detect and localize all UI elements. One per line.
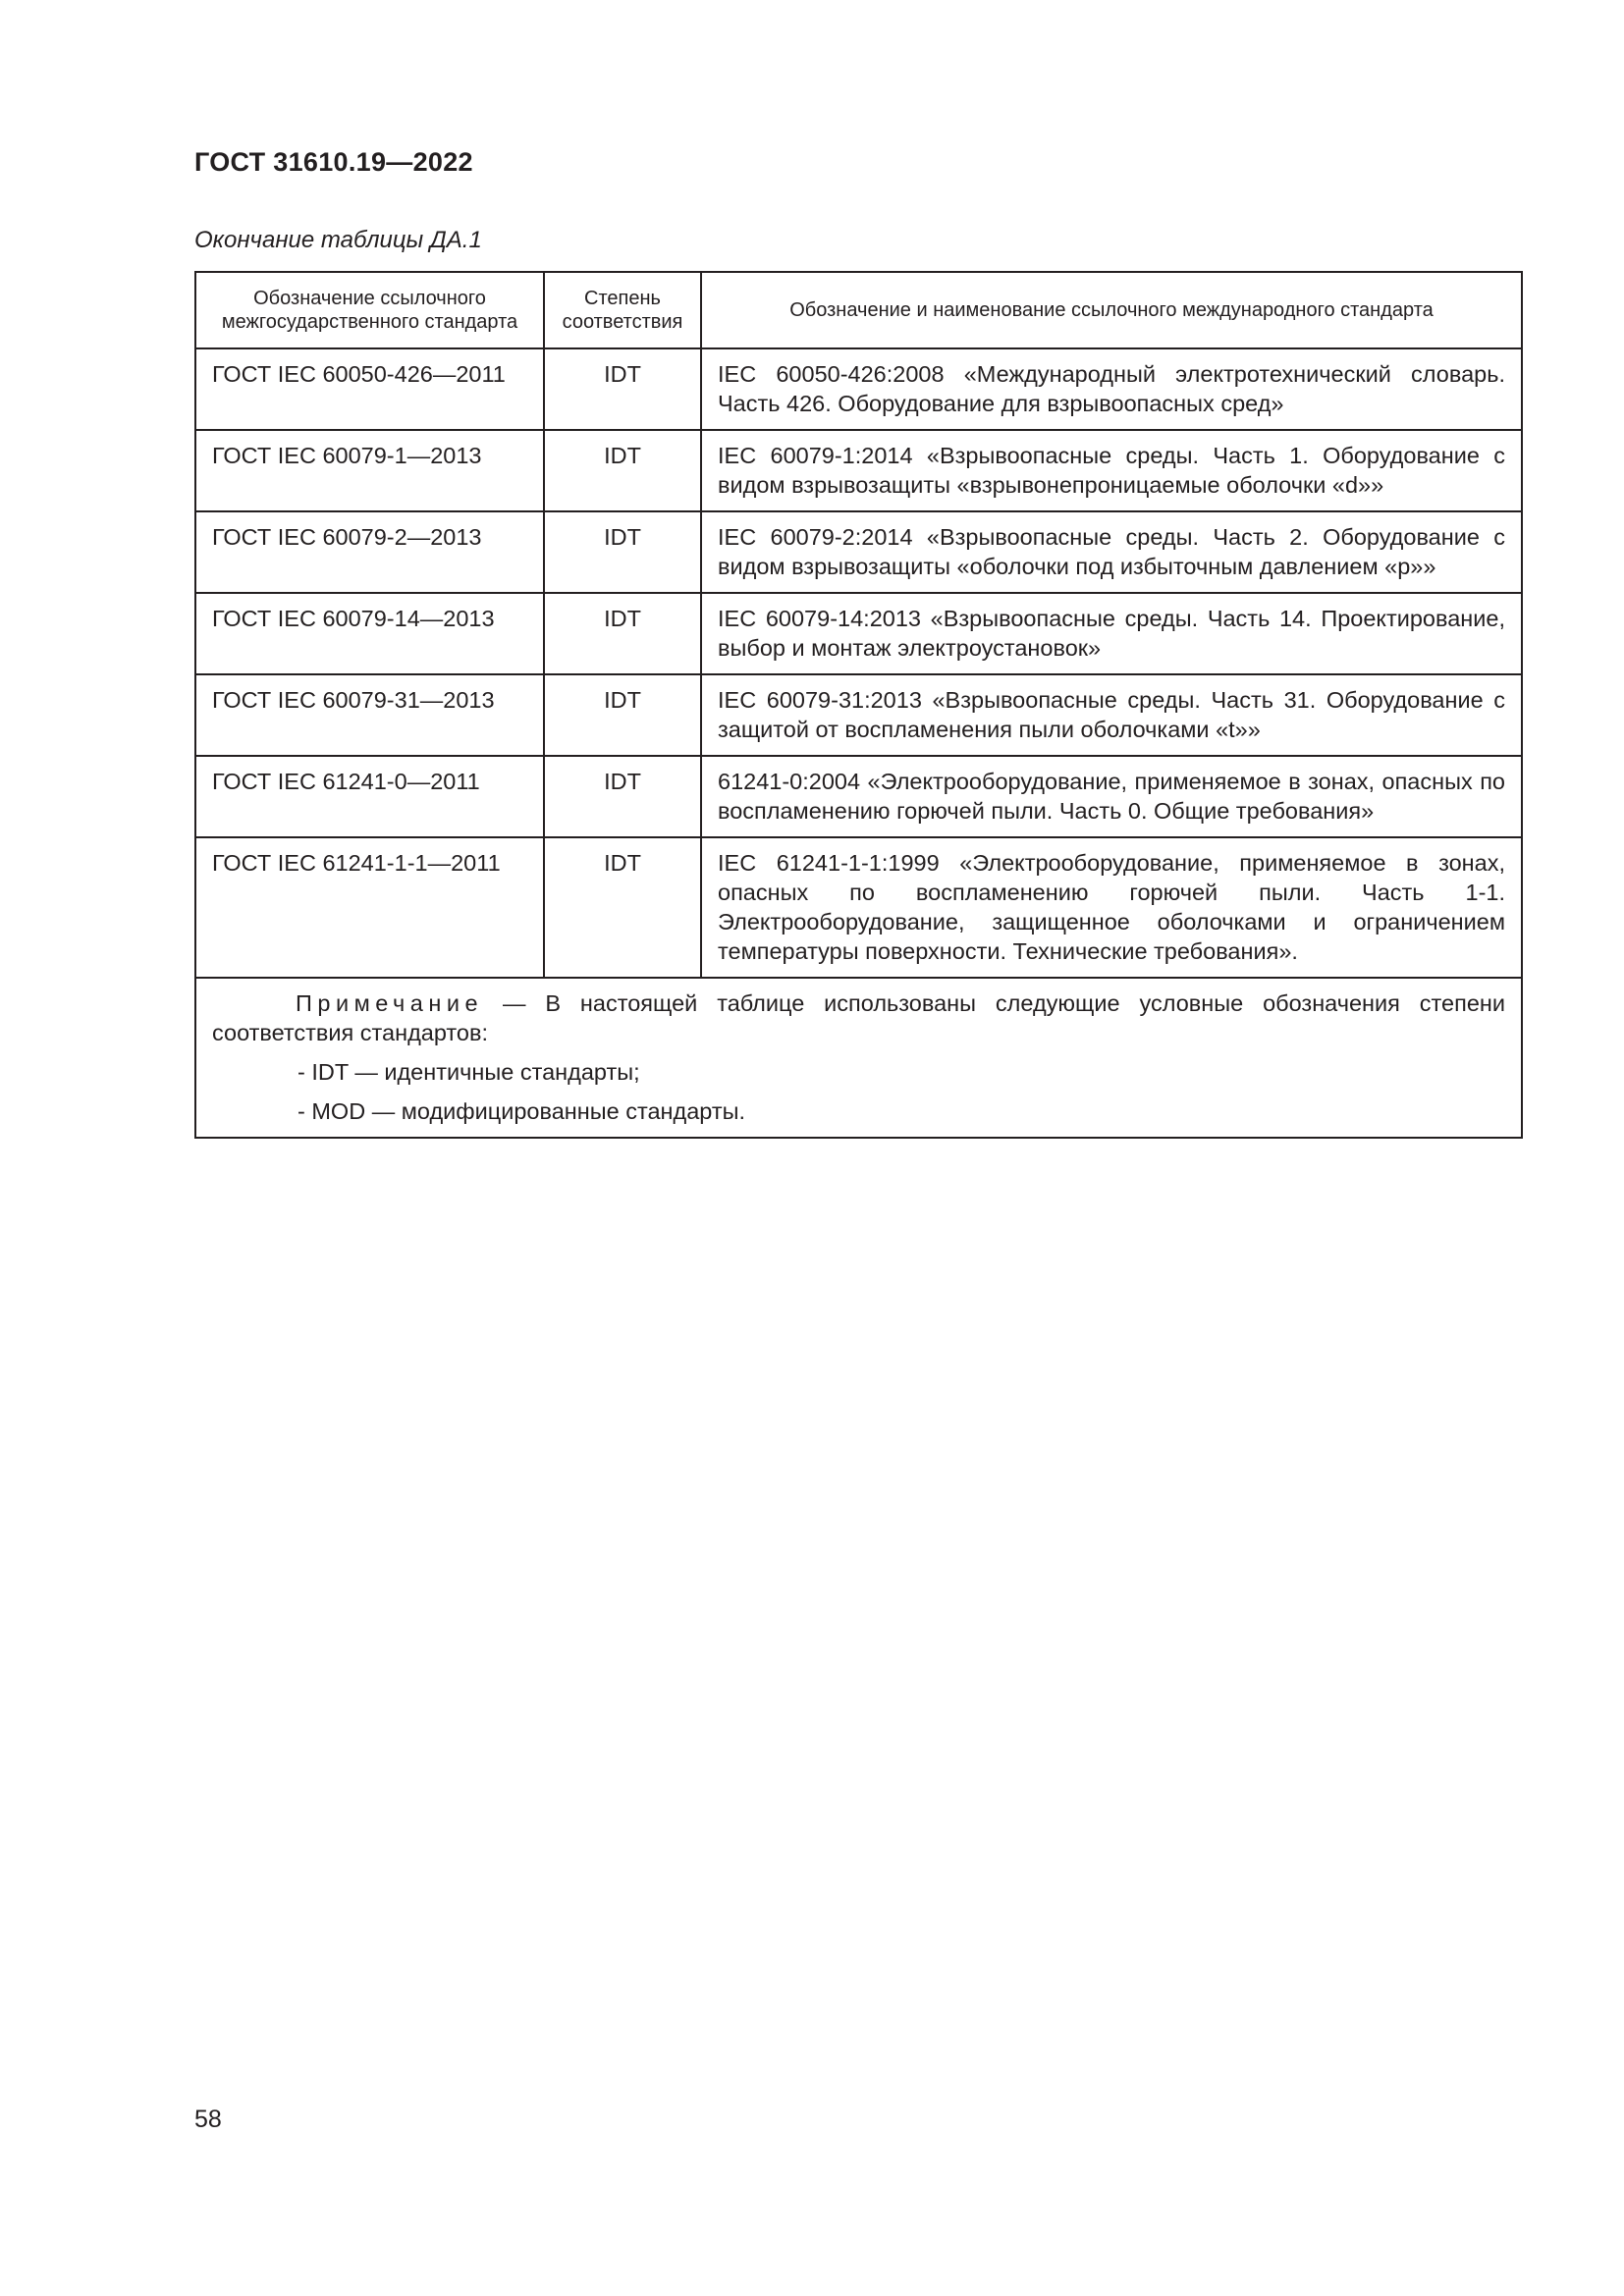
table-row bbox=[195, 430, 1522, 511]
note-item-idt: - IDT — идентичные стандарты; bbox=[298, 1059, 640, 1085]
international-standard-cell: IEC 60079-31:2013 «Взрывоопасные среды. Часть 31. Оборудование с защитой от воспламенения пыли оболочками «t»» bbox=[701, 674, 1522, 756]
interstate-standard-cell: ГОСТ IEC 60079-14—2013 bbox=[195, 593, 544, 674]
conformity-cell: IDT bbox=[544, 674, 701, 756]
conformity-cell: IDT bbox=[544, 593, 701, 674]
document-code: ГОСТ 31610.19—2022 bbox=[194, 147, 473, 177]
international-standard-cell: IEC 61241-1-1:1999 «Электрооборудование, применяемое в зонах, опасных по воспламенению горючей пыли. Часть 1-1. Электрооборудование, защищенное оболочками и ограничением температуры поверхности. Технические требования». bbox=[701, 837, 1522, 978]
table-row bbox=[195, 593, 1522, 674]
note-text: — В настоящей таблице использованы следующие условные обозначения степени соответствия стандартов: bbox=[212, 990, 1505, 1045]
interstate-standard-cell: ГОСТ IEC 60050-426—2011 bbox=[195, 348, 544, 430]
conformity-cell: IDT bbox=[544, 348, 701, 430]
table-header-row bbox=[195, 272, 1522, 348]
interstate-standard-cell: ГОСТ IEC 60079-2—2013 bbox=[195, 511, 544, 593]
interstate-standard-cell: ГОСТ IEC 61241-1-1—2011 bbox=[195, 837, 544, 978]
conformity-cell: IDT bbox=[544, 511, 701, 593]
header-international-standard: Обозначение и наименование ссылочного международного стандарта bbox=[701, 272, 1522, 348]
interstate-standard-cell: ГОСТ IEC 61241-0—2011 bbox=[195, 756, 544, 837]
note-paragraph bbox=[212, 988, 1505, 1047]
table-note bbox=[195, 978, 1522, 1138]
table-row bbox=[195, 348, 1522, 430]
table-caption: Окончание таблицы ДА.1 bbox=[194, 227, 482, 253]
table-row bbox=[195, 674, 1522, 756]
conformity-cell: IDT bbox=[544, 756, 701, 837]
interstate-standard-cell: ГОСТ IEC 60079-31—2013 bbox=[195, 674, 544, 756]
table-row bbox=[195, 837, 1522, 978]
reference-standards-table bbox=[194, 271, 1523, 1139]
header-interstate-standard: Обозначение ссылочного межгосударственного стандарта bbox=[195, 272, 544, 348]
international-standard-cell: IEC 60079-14:2013 «Взрывоопасные среды. Часть 14. Проектирование, выбор и монтаж электроустановок» bbox=[701, 593, 1522, 674]
international-standard-cell: IEC 60079-2:2014 «Взрывоопасные среды. Часть 2. Оборудование с видом взрывозащиты «оболочки под избыточным давлением «р»» bbox=[701, 511, 1522, 593]
table-note-row bbox=[195, 978, 1522, 1138]
note-label: Примечание bbox=[296, 990, 484, 1016]
header-degree-of-conformity: Степень соответствия bbox=[544, 272, 701, 348]
table-row bbox=[195, 756, 1522, 837]
note-item-mod: - MOD — модифицированные стандарты. bbox=[298, 1098, 746, 1124]
international-standard-cell: 61241-0:2004 «Электрооборудование, применяемое в зонах, опасных по воспламенению горючей пыли. Часть 0. Общие требования» bbox=[701, 756, 1522, 837]
table-row bbox=[195, 511, 1522, 593]
international-standard-cell: IEC 60079-1:2014 «Взрывоопасные среды. Часть 1. Оборудование с видом взрывозащиты «взрывонепроницаемые оболочки «d»» bbox=[701, 430, 1522, 511]
interstate-standard-cell: ГОСТ IEC 60079-1—2013 bbox=[195, 430, 544, 511]
international-standard-cell: IEC 60050-426:2008 «Международный электротехнический словарь. Часть 426. Оборудование для взрывоопасных сред» bbox=[701, 348, 1522, 430]
page-number: 58 bbox=[194, 2106, 222, 2133]
conformity-cell: IDT bbox=[544, 430, 701, 511]
conformity-cell: IDT bbox=[544, 837, 701, 978]
